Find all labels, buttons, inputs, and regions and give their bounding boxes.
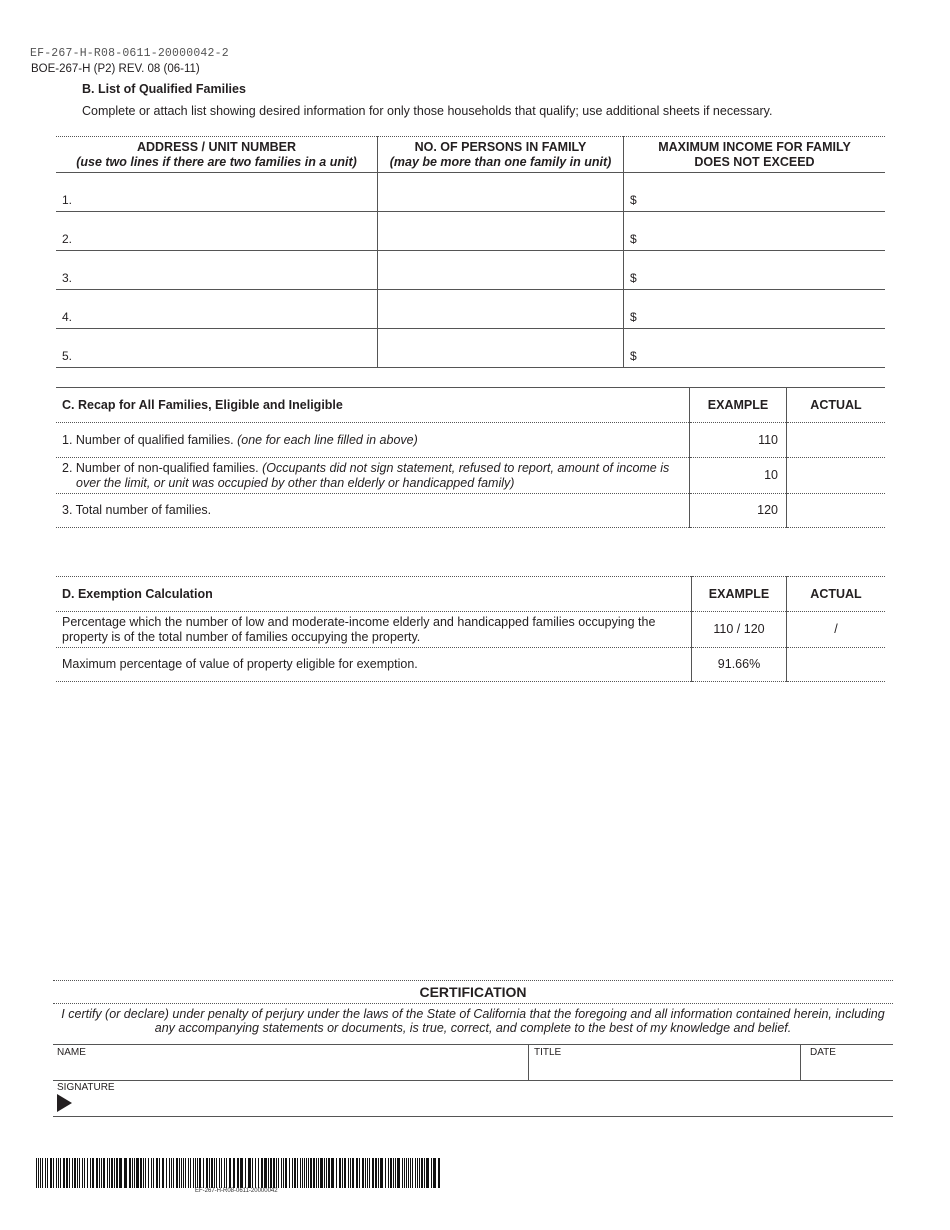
form-revision: BOE-267-H (P2) REV. 08 (06-11) xyxy=(31,63,200,75)
persons-cell[interactable] xyxy=(378,212,624,251)
exemption-calculation-table xyxy=(56,576,885,682)
example-header: EXAMPLE xyxy=(690,388,787,423)
signature-field[interactable] xyxy=(53,1080,893,1116)
form-code: EF-267-H-R08-0611-20000042-2 xyxy=(30,47,229,60)
actual-header: ACTUAL xyxy=(787,577,886,612)
persons-cell[interactable] xyxy=(378,251,624,290)
income-cell[interactable]: $ xyxy=(624,329,886,368)
example-value: 110 xyxy=(690,423,787,458)
address-cell[interactable]: 1. xyxy=(56,173,378,212)
recap-row-label: 1. Number of qualified families. (one for each line filled in above) xyxy=(56,423,690,458)
table-row xyxy=(56,290,885,329)
persons-cell[interactable] xyxy=(378,329,624,368)
income-cell[interactable]: $ xyxy=(624,212,886,251)
name-field[interactable] xyxy=(53,1044,528,1080)
signature-label: SIGNATURE xyxy=(57,1082,115,1093)
example-value: 91.66% xyxy=(692,648,787,682)
address-column-header: ADDRESS / UNIT NUMBER (use two lines if there are two families in a unit) xyxy=(56,137,378,173)
example-header: EXAMPLE xyxy=(692,577,787,612)
persons-cell[interactable] xyxy=(378,290,624,329)
table-row xyxy=(56,494,885,528)
qualified-families-table xyxy=(56,136,885,368)
persons-cell[interactable] xyxy=(378,173,624,212)
date-label: DATE xyxy=(810,1047,836,1058)
example-value: 110 / 120 xyxy=(692,612,787,648)
certification-title: CERTIFICATION xyxy=(419,984,527,1000)
actual-qualified-input[interactable] xyxy=(787,423,886,458)
max-income-column-header: MAXIMUM INCOME FOR FAMILY DOES NOT EXCEED xyxy=(658,139,851,169)
title-field[interactable] xyxy=(528,1044,801,1080)
example-value: 120 xyxy=(690,494,787,528)
table-row xyxy=(56,173,885,212)
title-label: TITLE xyxy=(534,1047,562,1058)
actual-nonqualified-input[interactable] xyxy=(787,458,886,494)
address-cell[interactable]: 3. xyxy=(56,251,378,290)
table-row xyxy=(56,212,885,251)
actual-max-percentage-input[interactable] xyxy=(787,648,886,682)
table-row xyxy=(56,251,885,290)
recap-table xyxy=(56,387,885,528)
signature-arrow-icon xyxy=(57,1094,72,1112)
income-cell[interactable]: $ xyxy=(624,251,886,290)
calc-row-label: Percentage which the number of low and moderate-income elderly and handicapped families occupying the property is of the total number of families occupying the property. xyxy=(56,612,692,648)
address-cell[interactable]: 4. xyxy=(56,290,378,329)
date-field[interactable] xyxy=(800,1044,894,1080)
certification-statement: I certify (or declare) under penalty of perjury under the laws of the State of California that the foregoing and all information contained herein, including any accompanying statements or documents, is true, correct, and complete to the best of my knowledge and belief. xyxy=(61,1007,885,1035)
recap-row-label: 2. Number of non-qualified families. (Occupants did not sign statement, refused to report, amount of income is over the limit, or unit was occupied by other than elderly or handicapped family) xyxy=(56,458,690,494)
address-cell[interactable]: 5. xyxy=(56,329,378,368)
table-row xyxy=(56,458,885,494)
section-c-title: C. Recap for All Families, Eligible and Ineligible xyxy=(56,388,690,423)
section-b-title: B. List of Qualified Families xyxy=(82,82,246,96)
income-cell[interactable]: $ xyxy=(624,173,886,212)
section-d-title: D. Exemption Calculation xyxy=(56,577,692,612)
barcode xyxy=(36,1158,442,1188)
address-cell[interactable]: 2. xyxy=(56,212,378,251)
certification-block xyxy=(53,980,893,1117)
persons-column-header: NO. OF PERSONS IN FAMILY (may be more than one family in unit) xyxy=(378,137,624,173)
recap-row-label: 3. Total number of families. xyxy=(56,494,690,528)
table-row xyxy=(56,423,885,458)
actual-total-input[interactable] xyxy=(787,494,886,528)
name-label: NAME xyxy=(57,1047,86,1058)
calc-row-label: Maximum percentage of value of property eligible for exemption. xyxy=(56,648,692,682)
table-row xyxy=(56,648,885,682)
calc-header-row xyxy=(56,577,885,612)
actual-header: ACTUAL xyxy=(787,388,886,423)
barcode-caption: EF-267-H-R08-0611-20000042 xyxy=(195,1188,278,1194)
table-row xyxy=(56,329,885,368)
section-b-instructions: Complete or attach list showing desired information for only those households that qualify; use additional sheets if necessary. xyxy=(82,104,773,118)
income-cell[interactable]: $ xyxy=(624,290,886,329)
actual-percentage-input[interactable]: / xyxy=(787,612,886,648)
table-row xyxy=(56,612,885,648)
recap-header-row xyxy=(56,388,885,423)
example-value: 10 xyxy=(690,458,787,494)
